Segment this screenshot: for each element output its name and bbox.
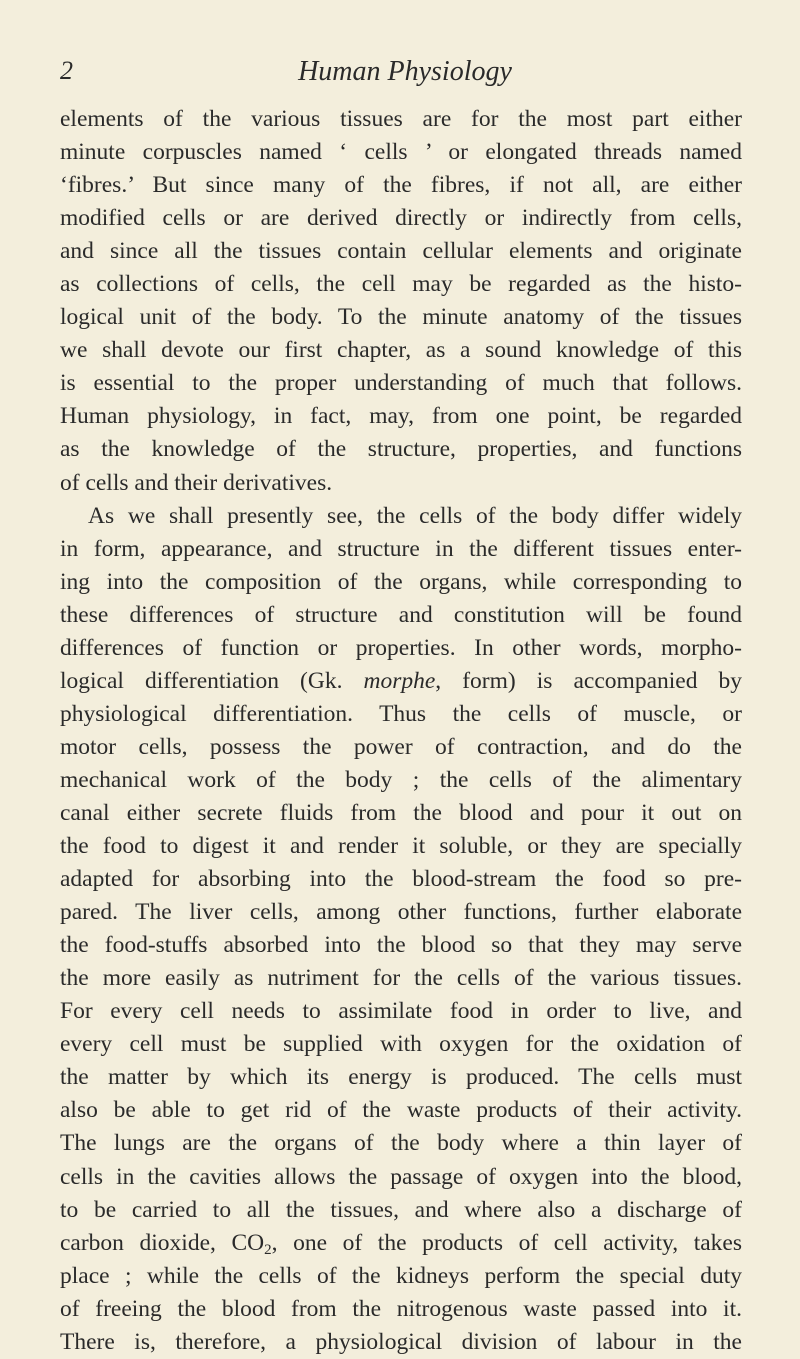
- italic-term: morphe: [363, 667, 436, 694]
- page-number: 2: [60, 56, 73, 85]
- text-line: There is, therefore, a physiological division of labour in the: [60, 1328, 742, 1355]
- text-line: The lungs are the organs of the body where a thin layer of: [60, 1130, 742, 1157]
- running-head: Human Physiology: [298, 56, 512, 87]
- text-line: place ; while the cells of the kidneys perform the special duty: [60, 1262, 742, 1289]
- text-line: these differences of structure and constitution will be found: [60, 601, 742, 628]
- text-line: is essential to the proper understanding of much that follows.: [60, 370, 742, 397]
- text-line: as the knowledge of the structure, properties, and functions: [60, 436, 742, 463]
- text-line: elements of the various tissues are for the most part either: [60, 106, 742, 132]
- text-line: motor cells, possess the power of contraction, and do the: [60, 733, 742, 760]
- text-line: also be able to get rid of the waste products of their activity.: [60, 1097, 742, 1124]
- text-line: canal either secrete fluids from the blood and pour it out on: [60, 799, 742, 826]
- body-text: [60, 103, 742, 1359]
- text-line: and since all the tissues contain cellular elements and originate: [60, 238, 742, 265]
- text-line: of cells and their derivatives.: [60, 469, 333, 496]
- text-line: As we shall presently see, the cells of the body differ widely: [88, 502, 742, 529]
- text-segment: , one of the products of cell activity, takes: [271, 1229, 742, 1256]
- text-segment: carbon dioxide, CO: [60, 1229, 265, 1256]
- text-line: mechanical work of the body ; the cells of the alimentary: [60, 766, 742, 793]
- text-line: the more easily as nutriment for the cells of the various tissues.: [60, 965, 742, 992]
- text-line: adapted for absorbing into the blood-stream the food so pre-: [60, 866, 742, 893]
- text-line: the food to digest it and render it soluble, or they are specially: [60, 833, 742, 860]
- text-line: in form, appearance, and structure in the different tissues enter-: [60, 535, 742, 562]
- text-line: of freeing the blood from the nitrogenous waste passed into it.: [60, 1295, 742, 1322]
- text-line: minute corpuscles named ‘ cells ’ or elongated threads named: [60, 139, 742, 166]
- text-line: the food-stuffs absorbed into the blood so that they may serve: [60, 932, 742, 959]
- text-segment: , form) is accompanied by: [435, 667, 742, 694]
- text-line: as collections of cells, the cell may be regarded as the histo-: [60, 271, 742, 298]
- text-line: modified cells or are derived directly or indirectly from cells,: [60, 205, 742, 232]
- text-line: differences of function or properties. In other words, morpho-: [60, 634, 742, 661]
- text-line: pared. The liver cells, among other functions, further elaborate: [60, 899, 742, 926]
- text-line: logical unit of the body. To the minute anatomy of the tissues: [60, 304, 742, 331]
- text-line: cells in the cavities allows the passage of oxygen into the blood,: [60, 1163, 742, 1190]
- text-line: we shall devote our first chapter, as a sound knowledge of this: [60, 337, 742, 364]
- text-line: ‘fibres.’ But since many of the fibres, if not all, are either: [60, 172, 742, 199]
- subscript: 2: [264, 1241, 272, 1258]
- text-line: ing into the composition of the organs, while corresponding to: [60, 568, 742, 595]
- text-line: [60, 1227, 742, 1260]
- text-line: Human physiology, in fact, may, from one point, be regarded: [60, 403, 742, 430]
- page-header: [60, 56, 750, 96]
- text-line: the matter by which its energy is produced. The cells must: [60, 1064, 742, 1091]
- text-line: every cell must be supplied with oxygen for the oxidation of: [60, 1031, 742, 1058]
- text-line: [60, 665, 742, 698]
- text-segment: logical differentiation (Gk.: [60, 667, 364, 694]
- text-line: For every cell needs to assimilate food in order to live, and: [60, 998, 742, 1025]
- text-line: to be carried to all the tissues, and where also a discharge of: [60, 1196, 742, 1223]
- text-line: physiological differentiation. Thus the cells of muscle, or: [60, 700, 742, 727]
